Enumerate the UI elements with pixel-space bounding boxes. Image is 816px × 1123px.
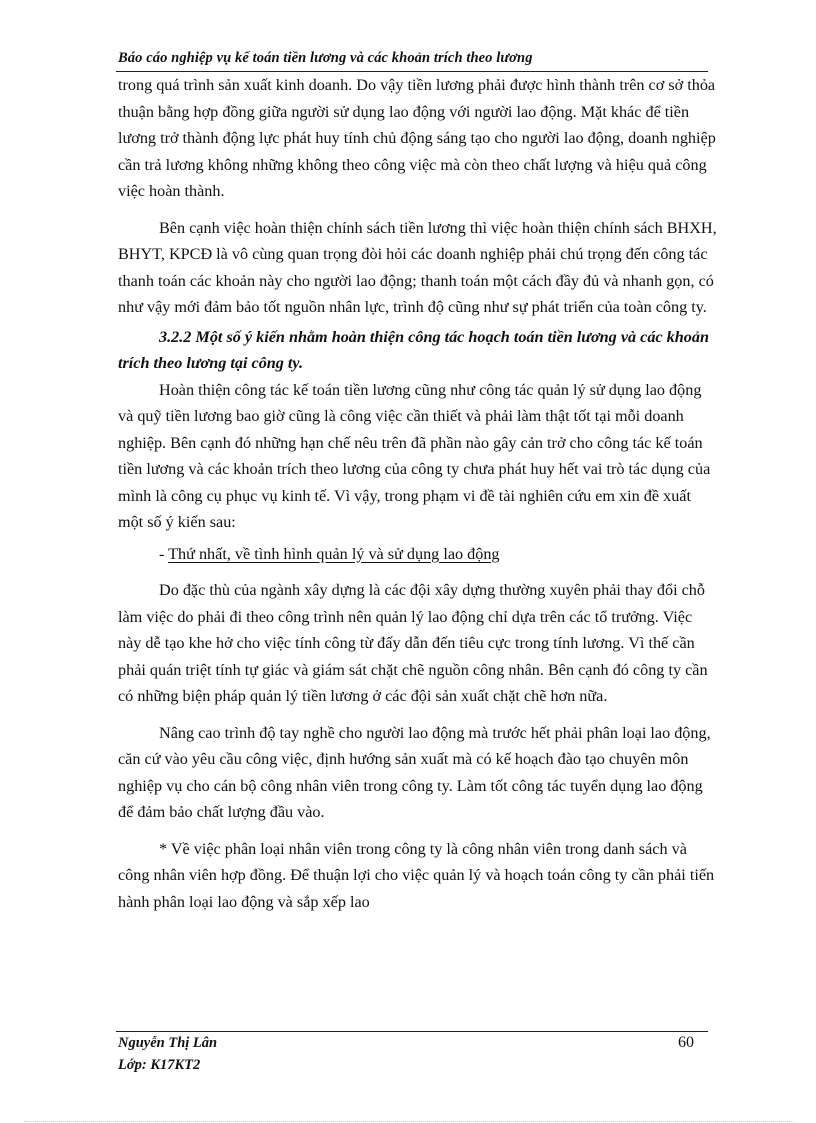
paragraph-4: Do đặc thù của ngành xây dựng là các đội xây dựng thường xuyên phải thay đổi chỗ làm việc do phải đi theo công trình nên quản lý lao động chỉ dựa trên các tổ trưởng. Việc này dễ tạo khe hở cho việc tính công từ đấy dẫn đến tiêu cực trong tính lương. Vì thế cần phải quán triệt tính tự giác và giám sát chặt chẽ nguồn công nhân. Bên cạnh đó công ty cần có những biện pháp quản lý tiền lương ở các đội sản xuất chặt chẽ hơn nữa. bbox=[118, 581, 708, 705]
paragraph-1: trong quá trình sản xuất kinh doanh. Do vậy tiền lương phải được hình thành trên cơ sở thỏa thuận bằng hợp đồng giữa người sử dụng lao động với người lao động. Mặt khác để tiền lương trở thành động lực phát huy tính chủ động sáng tạo cho người lao động, doanh nghiệp cần trả lương không những không theo công việc mà còn theo chất lượng và hiệu quả công việc hoàn thành. bbox=[118, 76, 716, 200]
paragraph-6: * Về việc phân loại nhân viên trong công ty là công nhân viên trong danh sách và công nhân viên hợp đồng. Để thuận lợi cho việc quản lý và hoạch toán công ty cần phải tiến hành phân loại lao động và sắp xếp lao bbox=[118, 839, 715, 911]
footer-divider bbox=[116, 1031, 708, 1032]
paragraph-5: Nâng cao trình độ tay nghề cho người lao động mà trước hết phải phân loại lao động, căn cứ vào yêu cầu công việc, định hướng sản xuất mà có kế hoạch đào tạo chuyên môn nghiệp vụ cho cán bộ công nhân viên trong công ty. Làm tốt công tác tuyển dụng lao động để đảm bảo chất lượng đầu vào. bbox=[118, 723, 711, 821]
bullet-item-text: Thứ nhất, về tình hình quản lý và sử dụng lao động bbox=[168, 544, 500, 563]
bullet-item bbox=[118, 541, 718, 568]
document-body bbox=[118, 72, 718, 915]
paragraph-3: Hoàn thiện công tác kế toán tiền lương cũng như công tác quản lý sử dụng lao động và quỹ tiền lương bao giờ cũng là công việc cần thiết và phải làm thật tốt tại mỗi doanh nghiệp. Bên cạnh đó những hạn chế nêu trên đã phần nào gây cản trở cho công tác kế toán tiền lương và các khoản trích theo lương của công ty chưa phát huy hết vai trò tác dụng của mình là công cụ phục vụ kinh tế. Vì vậy, trong phạm vi đề tài nghiên cứu em xin đề xuất một số ý kiến sau: bbox=[118, 380, 711, 531]
bullet-dash: - bbox=[159, 544, 169, 563]
paragraph-2: Bên cạnh việc hoàn thiện chính sách tiền lương thì việc hoàn thiện chính sách BHXH, BHYT, KPCĐ là vô cùng quan trọng đòi hỏi các doanh nghiệp phải chú trọng đến công tác thanh toán các khoản này cho người lao động; thanh toán một cách đầy đủ và nhanh gọn, có như vậy mới đảm bảo tốt nguồn nhân lực, trình độ cũng như sự phát triển của toàn công ty. bbox=[118, 218, 717, 316]
footer-class: Lớp: K17KT2 bbox=[118, 1057, 201, 1073]
footer-author: Nguyễn Thị Lân bbox=[118, 1035, 218, 1051]
page-bottom-border bbox=[24, 1121, 794, 1122]
page-header-title: Báo cáo nghiệp vụ kế toán tiền lương và các khoản trích theo lương bbox=[118, 50, 533, 66]
section-heading: 3.2.2 Một số ý kiến nhằm hoàn thiện công tác hoạch toán tiền lương và các khoản trích theo lương tại công ty. bbox=[118, 327, 709, 372]
page-number: 60 bbox=[678, 1034, 694, 1051]
